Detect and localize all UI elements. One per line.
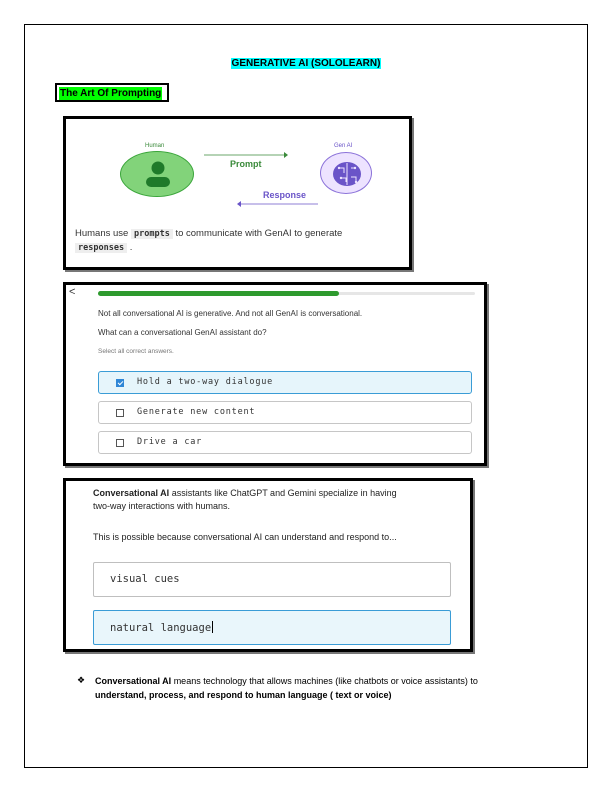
- fill-intro: Conversational AI assistants like ChatGPT and Gemini specialize in having two-way interactions with humans.: [93, 488, 397, 511]
- arrows: [166, 149, 366, 209]
- option-two-way-dialogue[interactable]: Hold a two-way dialogue: [98, 371, 472, 394]
- quiz-statement: Not all conversational AI is generative. And not all GenAI is conversational.: [98, 309, 363, 318]
- checkbox-checked-icon[interactable]: [116, 379, 124, 387]
- diamond-bullet-icon: ❖: [77, 675, 86, 685]
- human-label: Human: [145, 143, 165, 149]
- chevron-left-icon[interactable]: <: [69, 286, 76, 298]
- genai-label: Gen AI: [334, 143, 353, 149]
- fill-question: This is possible because conversational AI can understand and respond to...: [93, 532, 397, 542]
- response-label: Response: [263, 190, 307, 200]
- progress-bar: [98, 292, 475, 295]
- checkbox-icon[interactable]: [116, 409, 124, 417]
- prompt-label: Prompt: [230, 159, 262, 169]
- quiz-question: What can a conversational GenAI assistant do?: [98, 328, 267, 337]
- answer-natural-language[interactable]: natural language: [93, 610, 451, 645]
- page-title: GENERATIVE AI (SOLOLEARN): [231, 58, 381, 69]
- text-caret: [212, 621, 213, 633]
- option-generate-content[interactable]: Generate new content: [98, 401, 472, 424]
- prompt-diagram-screenshot: [63, 116, 412, 270]
- progress-fill: [98, 291, 339, 296]
- quiz-hint: Select all correct answers.: [98, 348, 174, 355]
- option-drive-car[interactable]: Drive a car: [98, 431, 472, 454]
- diagram-caption: Humans use prompts to communicate with GenAI to generate responses .: [75, 228, 343, 253]
- fill-in-screenshot: [63, 478, 473, 652]
- section-heading: The Art Of Prompting: [55, 83, 169, 102]
- note-text: Conversational AI means technology that allows machines (like chatbots or voice assistants) to understand, process, and respond to human language ( text or voice): [95, 676, 478, 700]
- checkbox-icon[interactable]: [116, 439, 124, 447]
- arrow-left-icon: [237, 201, 241, 207]
- arrow-right-icon: [284, 152, 288, 158]
- quiz-screenshot: [63, 282, 487, 466]
- answer-visual-cues[interactable]: visual cues: [93, 562, 451, 597]
